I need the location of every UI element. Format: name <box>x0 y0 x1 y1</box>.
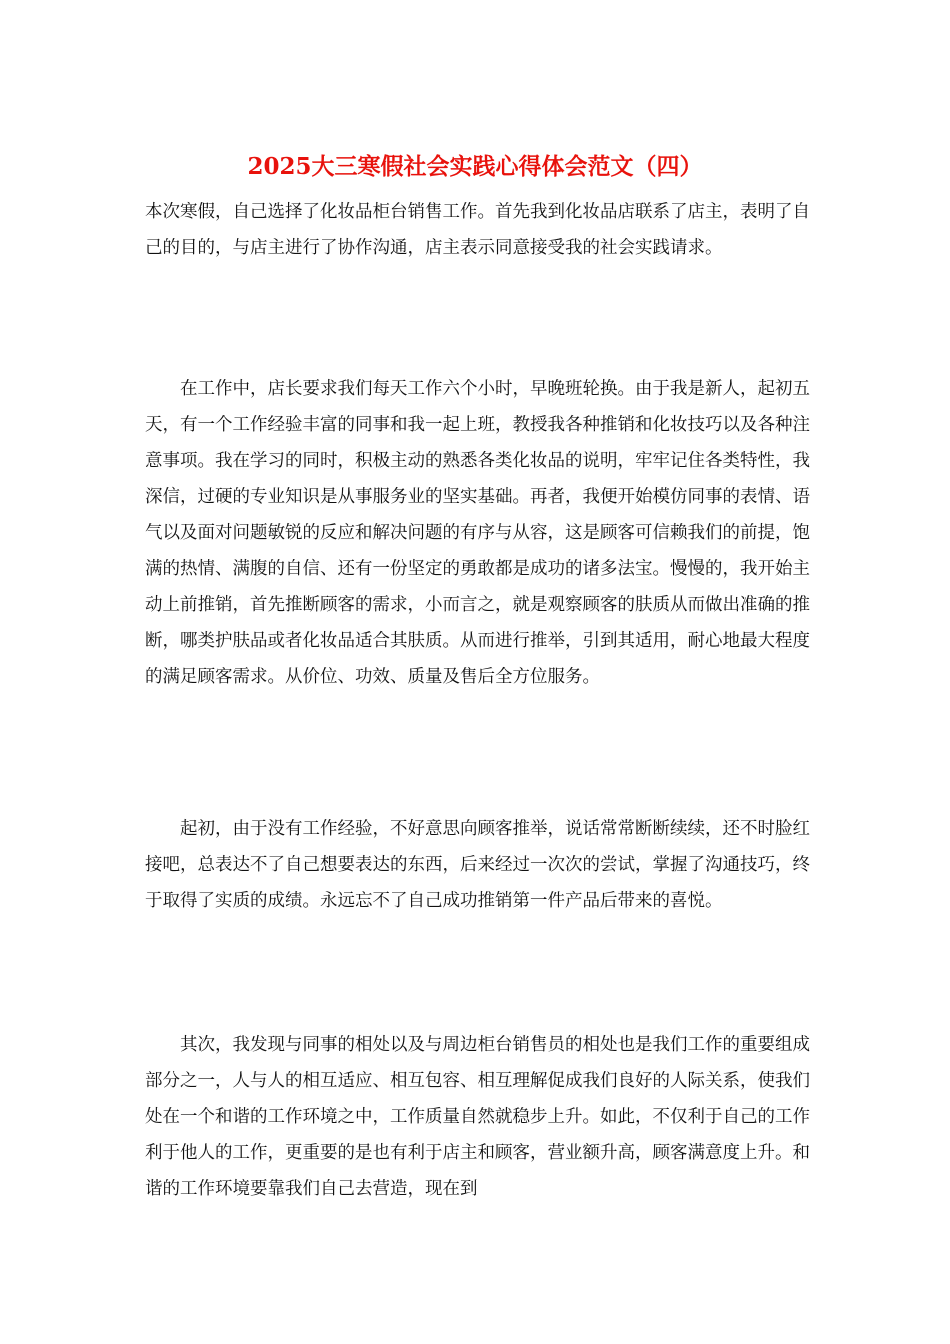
paragraph-2: 在工作中，店长要求我们每天工作六个小时，早晚班轮换。由于我是新人，起初五天，有一个工作经验丰富的同事和我一起上班，教授我各种推销和化妆技巧以及各种注意事项。我在学习的同时，积极主动的熟悉各类化妆品的说明，牢牢记住各类特性，我深信，过硬的专业知识是从事服务业的坚实基础。再者，我便开始模仿同事的表情、语气以及面对问题敏锐的反应和解决问题的有序与从容，这是顾客可信赖我们的前提，饱满的热情、满腹的自信、还有一份坚定的勇敢都是成功的诸多法宝。慢慢的，我开始主动上前推销，首先推断顾客的需求，小而言之，就是观察顾客的肤质从而做出准确的推断，哪类护肤品或者化妆品适合其肤质。从而进行推举，引到其适用，耐心地最大程度的满足顾客需求。从价位、功效、质量及售后全方位服务。 <box>145 379 810 687</box>
paragraph-1: 本次寒假，自己选择了化妆品柜台销售工作。首先我到化妆品店联系了店主，表明了自己的目的，与店主进行了协作沟通，店主表示同意接受我的社会实践请求。 <box>145 202 810 258</box>
paragraph-4: 其次，我发现与同事的相处以及与周边柜台销售员的相处也是我们工作的重要组成部分之一，人与人的相互适应、相互包容、相互理解促成我们良好的人际关系，使我们处在一个和谐的工作环境之中，工作质量自然就稳步上升。如此，不仅利于自己的工作利于他人的工作，更重要的是也有利于店主和顾客，营业额升高，顾客满意度上升。和谐的工作环境要靠我们自己去营造，现在到 <box>145 1035 810 1199</box>
paragraph-3: 起初，由于没有工作经验，不好意思向顾客推举，说话常常断断续续，还不时脸红接吧，总表达不了自己想要表达的东西，后来经过一次次的尝试，掌握了沟通技巧，终于取得了实质的成绩。永远忘不了自己成功推销第一件产品后带来的喜悦。 <box>145 819 810 911</box>
document-title: 2025大三寒假社会实践心得体会范文（四） <box>247 153 703 180</box>
